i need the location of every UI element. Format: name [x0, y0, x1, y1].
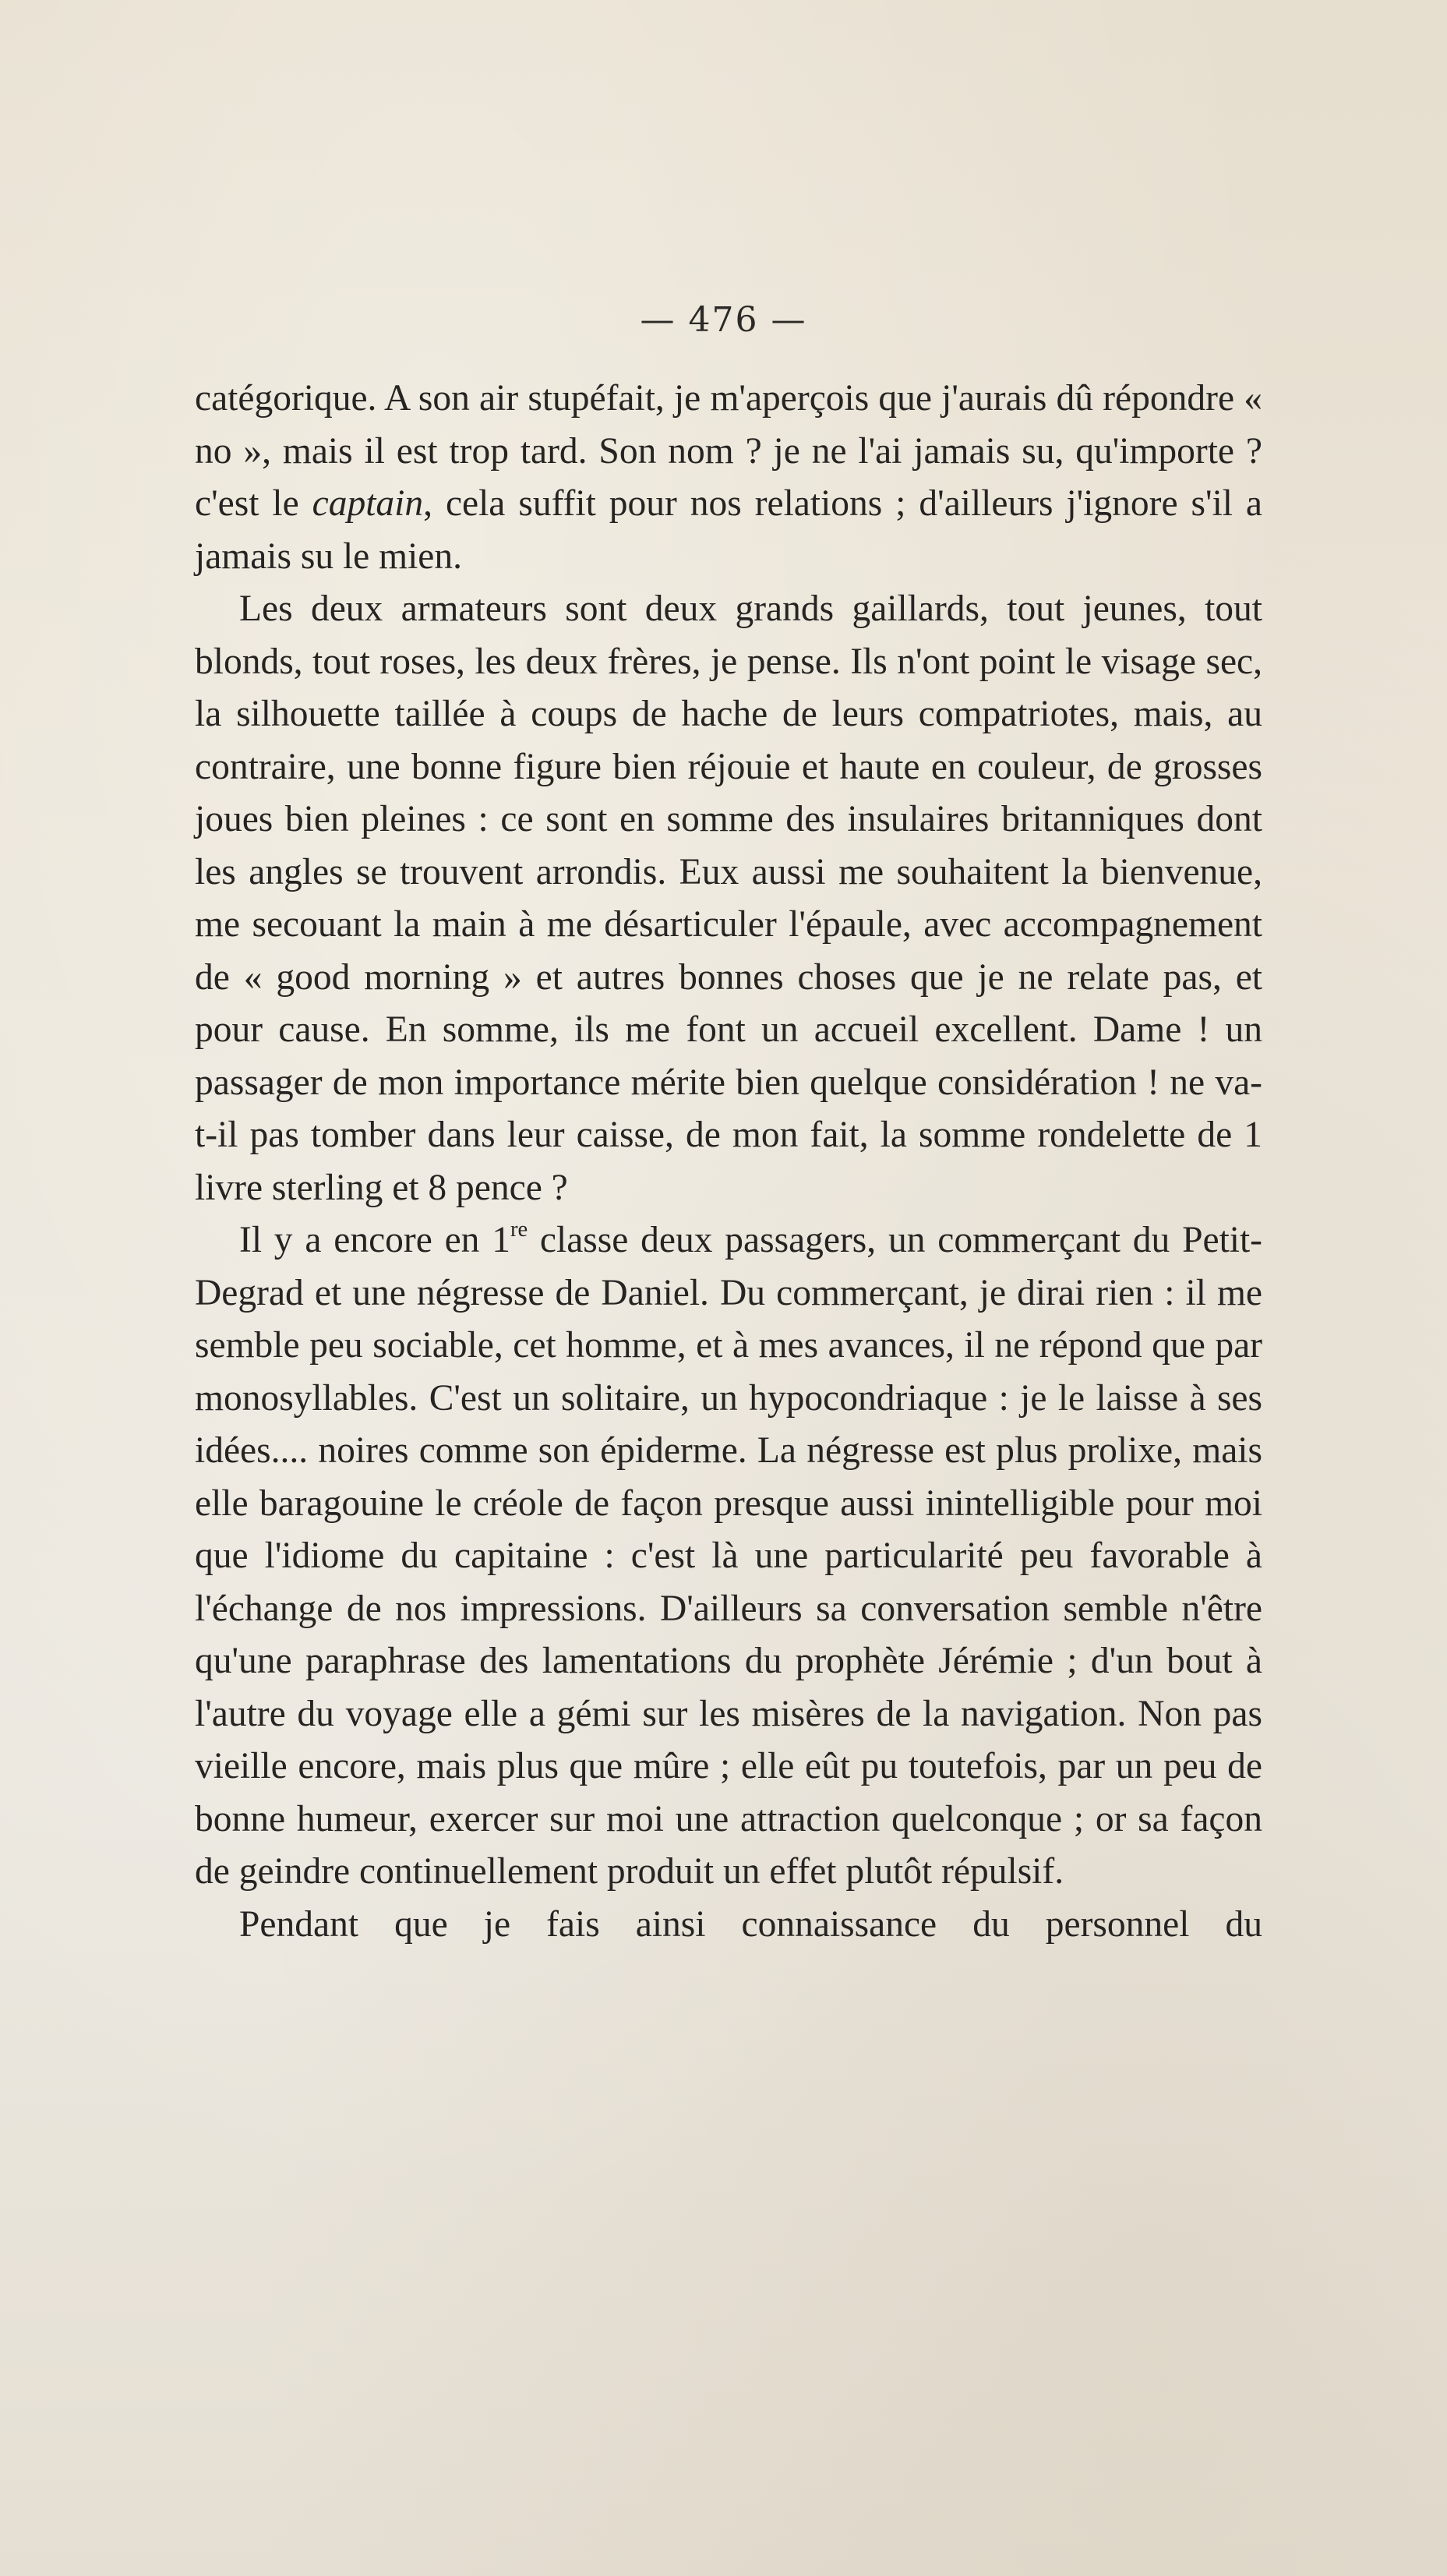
- page-number: — 476 —: [640, 300, 807, 340]
- paragraph-2: Les deux armateurs sont deux grands gaillards, tout jeunes, tout blonds, tout roses, les deux frères, je pense. Ils n'ont point le visage sec, la silhouette taillée à coups de hache de leurs compatriotes, mais, au contraire, une bonne figure bien réjouie et haute en couleur, de grosses joues bien pleines : ce sont en somme des insulaires britanniques dont les angles se trouvent arrondis. Eux aussi me souhaitent la bienvenue, me secouant la main à me désarticuler l'épaule, avec accompagnement de « good morning » et autres bonnes choses que je ne relate pas, et pour cause. En somme, ils me font un accueil excellent. Dame ! un passager de mon importance mérite bien quelque considération ! ne va-t-il pas tomber dans leur caisse, de mon fait, la somme rondelette de 1 livre sterling et 8 pence ?: [195, 588, 1262, 1208]
- paragraph-1: [195, 373, 1262, 583]
- paragraph-4: Pendant que je fais ainsi connaissance du personnel du: [239, 1903, 1262, 1945]
- paragraph-1-text-before: catégorique. A son air stupéfait, je m'aperçois que j'aurais dû répondre « no », mais il est trop tard. Son nom ? je ne l'ai jamais su, qu'importe ? c'est le: [195, 378, 1262, 524]
- paragraph-3-text-rest: classe deux passagers, un commerçant du Petit-Degrad et une négresse de Daniel. Du commerçant, je dirai rien : il me semble peu sociable, cet homme, et à mes avances, il ne répond que par monosyllables. C'est un solitaire, un hypocondriaque : je le laisse à ses idées.... noires comme son épiderme. La négresse est plus prolixe, mais elle baragouine le créole de façon presque aussi inintelligible pour moi que l'idiome du capitaine : c'est là une particularité peu favorable à l'échange de nos impressions. D'ailleurs sa conversation semble n'être qu'une paraphrase des lamentations du prophète Jérémie ; d'un bout à l'autre du voyage elle a gémi sur les misères de la navigation. Non pas vieille encore, mais plus que mûre ; elle eût pu toutefois, par un peu de bonne humeur, exercer sur moi une attraction quelconque ; or sa façon de geindre continuellement produit un effet plutôt répulsif.: [195, 1220, 1262, 1892]
- page-body-text: [195, 373, 1262, 1951]
- paragraph-3-text-start: Il y a encore en 1: [239, 1220, 510, 1260]
- paragraph-1-italic-word: captain: [312, 483, 424, 524]
- paragraph-3-superscript: re: [510, 1217, 528, 1242]
- paragraph-1-text-after: , cela suffit pour nos relations ; d'ailleurs j'ignore s'il a jamais su le mien.: [195, 483, 1263, 577]
- paragraph-3: [195, 1214, 1262, 1899]
